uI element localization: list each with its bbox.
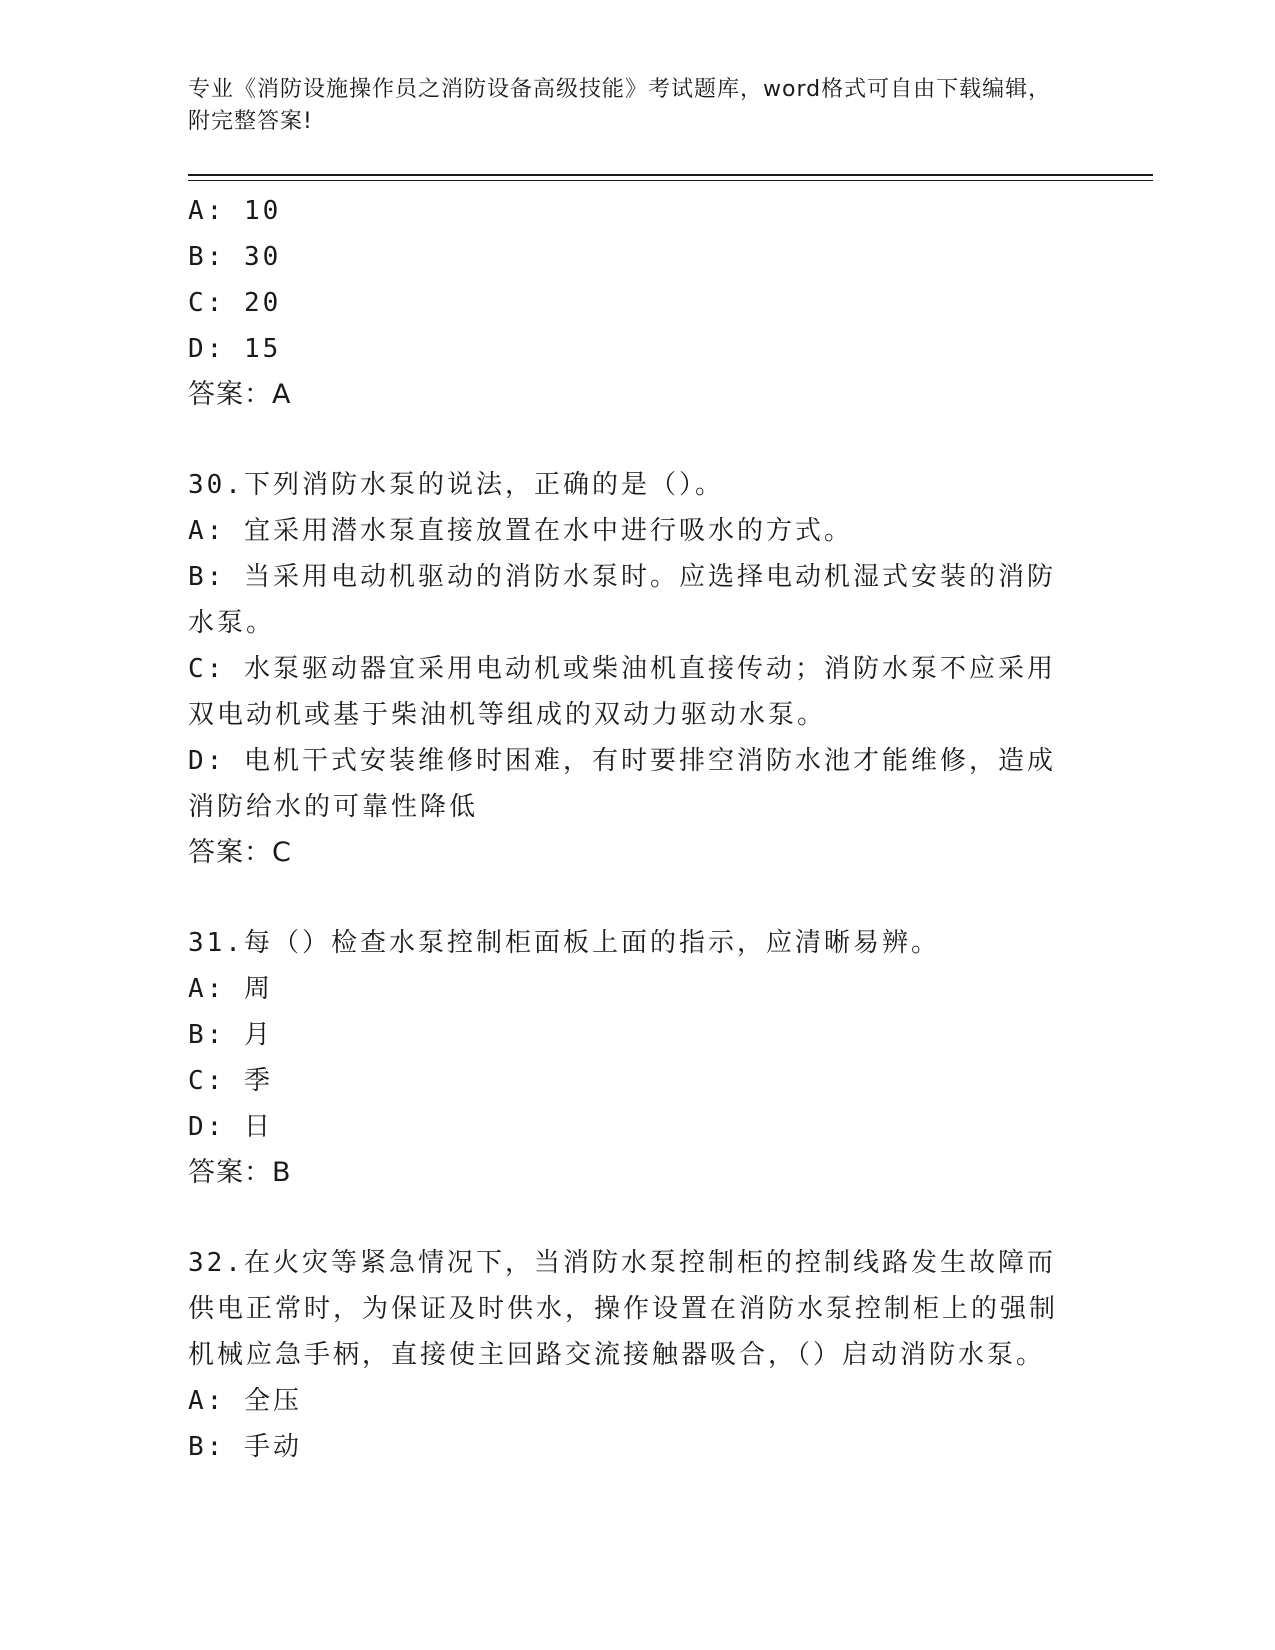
question-32-block — [188, 1240, 1078, 1470]
option-b: B: 手动 — [188, 1432, 302, 1462]
question-content — [188, 188, 1078, 1470]
question-30-block — [188, 462, 1078, 876]
header-divider-thin — [188, 180, 1153, 181]
option-a: A: 10 — [188, 196, 282, 226]
question-stem: 31.每（）检查水泵控制柜面板上面的指示，应清晰易辨。 — [188, 928, 940, 958]
question-stem: 32.在火灾等紧急情况下，当消防水泵控制柜的控制线路发生故障而供电正常时，为保证及时供水，操作设置在消防水泵控制柜上的强制机械应急手柄，直接使主回路交流接触器吸合，（）启动消防水泵。 — [188, 1248, 1059, 1370]
option-b: B: 30 — [188, 242, 282, 272]
option-d: D: 15 — [188, 334, 282, 364]
option-a: A: 宜采用潜水泵直接放置在水中进行吸水的方式。 — [188, 516, 853, 546]
option-a: A: 周 — [188, 974, 273, 1004]
answer-line: 答案：B — [188, 1157, 292, 1188]
option-a: A: 全压 — [188, 1386, 302, 1416]
question-stem: 30.下列消防水泵的说法，正确的是（）。 — [188, 470, 724, 500]
option-b: B: 月 — [188, 1020, 273, 1050]
option-d: D: 日 — [188, 1112, 273, 1142]
option-c: C: 水泵驱动器宜采用电动机或柴油机直接传动；消防水泵不应采用双电动机或基于柴油机等组成的双动力驱动水泵。 — [188, 654, 1056, 730]
question-31-block — [188, 920, 1078, 1196]
option-c: C: 20 — [188, 288, 282, 318]
document-header: 专业《消防设施操作员之消防设备高级技能》考试题库，word格式可自由下载编辑，附完整答案! — [188, 77, 1052, 134]
prev-question-block — [188, 188, 1078, 418]
option-b: B: 当采用电动机驱动的消防水泵时。应选择电动机湿式安装的消防水泵。 — [188, 562, 1056, 638]
header-divider-thick — [188, 174, 1153, 176]
option-c: C: 季 — [188, 1066, 273, 1096]
answer-line: 答案：C — [188, 837, 292, 868]
answer-line: 答案：A — [188, 379, 292, 410]
option-d: D: 电机干式安装维修时困难，有时要排空消防水池才能维修，造成消防给水的可靠性降低 — [188, 746, 1056, 822]
